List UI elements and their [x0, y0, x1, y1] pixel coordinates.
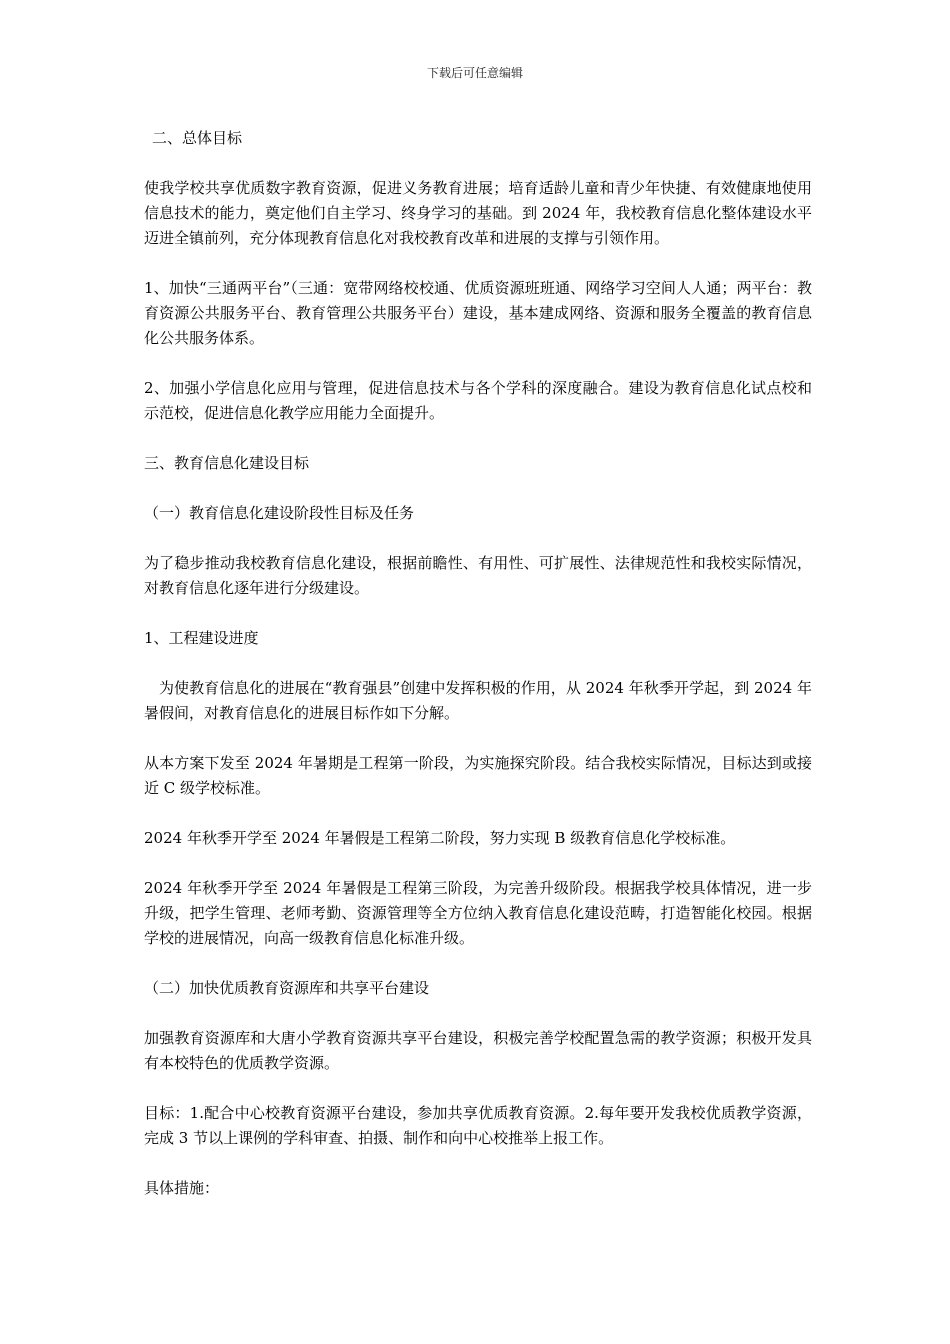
- heading-subsection-1: （一）教育信息化建设阶段性目标及任务: [144, 504, 415, 522]
- document-body: [144, 126, 812, 1226]
- paragraph-item-2: 2、加强小学信息化应用与管理，促进信息技术与各个学科的深度融合。建设为教育信息化试点校和示范校，促进信息化教学应用能力全面提升。: [144, 379, 812, 422]
- heading-section-3: 三、教育信息化建设目标: [144, 454, 310, 472]
- paragraph-progress-intro: 为使教育信息化的进展在“教育强县”创建中发挥积极的作用，从 2024 年秋季开学起，到 2024 年暑假间，对教育信息化的进展目标作如下分解。: [144, 679, 812, 722]
- heading-progress: 1、工程建设进度: [144, 629, 259, 647]
- page-header-note: 下载后可任意编辑: [426, 66, 523, 80]
- paragraph-item-1: 1、加快“三通两平台”（三通：宽带网络校校通、优质资源班班通、网络学习空间人人通；两平台：教育资源公共服务平台、教育管理公共服务平台）建设，基本建成网络、资源和服务全覆盖的教育信息化公共服务体系。: [144, 279, 812, 347]
- paragraph-goal-intro: 使我学校共享优质数字教育资源，促进义务教育进展；培育适龄儿童和青少年快捷、有效健康地使用信息技术的能力，奠定他们自主学习、终身学习的基础。到 2024 年，我校教育信息化整体建设水平迈进全镇前列，充分体现教育信息化对我校教育改革和进展的支撑与引领作用。: [144, 179, 812, 247]
- paragraph-target: 目标：1.配合中心校教育资源平台建设，参加共享优质教育资源。2.每年要开发我校优质教学资源，完成 3 节以上课例的学科审查、拍摄、制作和向中心校推举上报工作。: [144, 1104, 812, 1147]
- paragraph-resource: 加强教育资源库和大唐小学教育资源共享平台建设，积极完善学校配置急需的教学资源；积极开发具有本校特色的优质教学资源。: [144, 1029, 812, 1072]
- paragraph-phase-1: 从本方案下发至 2024 年暑期是工程第一阶段，为实施探究阶段。结合我校实际情况，目标达到或接近 C 级学校标准。: [144, 754, 812, 797]
- paragraph-measures: 具体措施：: [144, 1179, 220, 1197]
- paragraph-phase-3: 2024 年秋季开学至 2024 年暑假是工程第三阶段，为完善升级阶段。根据我学校具体情况，进一步升级，把学生管理、老师考勤、资源管理等全方位纳入教育信息化建设范畴，打造智能化校园。根据学校的进展情况，向高一级教育信息化标准升级。: [144, 879, 812, 947]
- heading-subsection-2: （二）加快优质教育资源库和共享平台建设: [144, 979, 430, 997]
- paragraph-stepwise: 为了稳步推动我校教育信息化建设，根据前瞻性、有用性、可扩展性、法律规范性和我校实际情况，对教育信息化逐年进行分级建设。: [144, 554, 812, 597]
- heading-general-goal: 二、总体目标: [152, 129, 243, 147]
- paragraph-phase-2: 2024 年秋季开学至 2024 年暑假是工程第二阶段，努力实现 B 级教育信息化学校标准。: [144, 829, 736, 847]
